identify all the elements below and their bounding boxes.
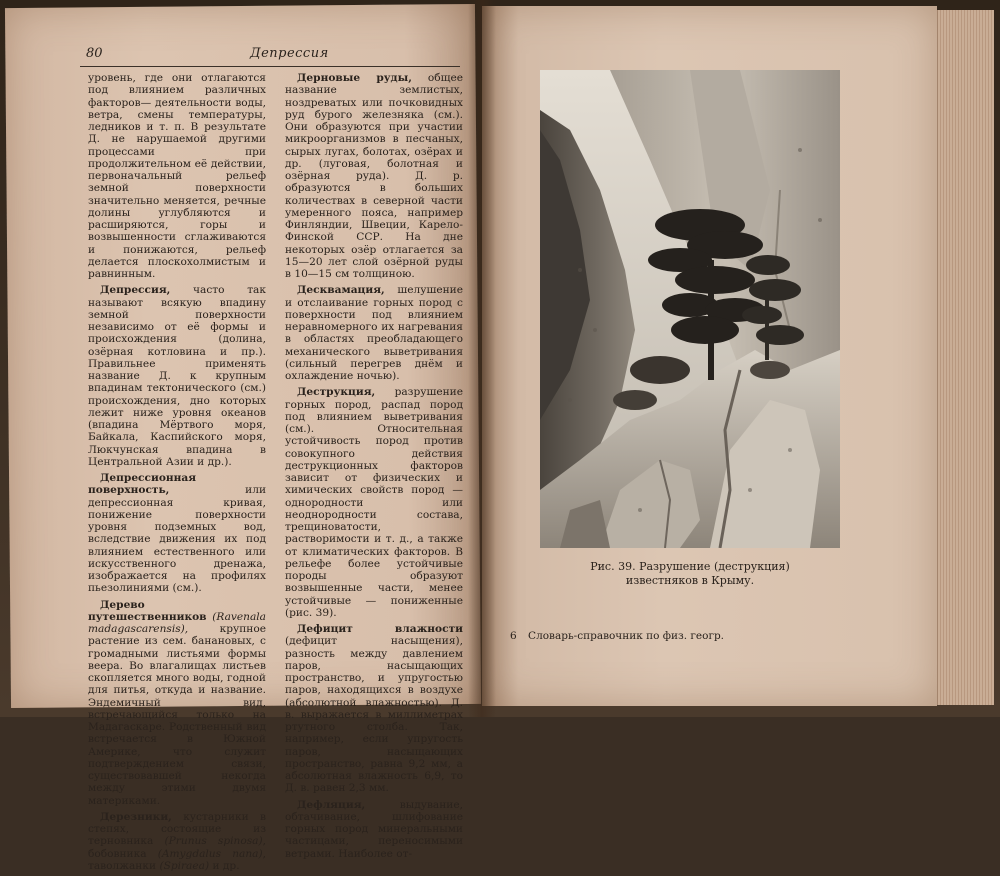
text-column-2 [285,72,463,864]
running-title: Депрессия [250,46,329,61]
entry-dereznik: Дерезники, кустарники в степях, состоящие из терновника (Prunus spinosa), бобовника (Amygdalus nana), таволжанки (Spiraea) и др. [88,810,267,872]
signature-title: Словарь-справочник по физ. геогр. [528,630,725,642]
figure-caption: Рис. 39. Разрушение (деструкция) известняков в Крыму. [590,560,790,587]
entry-continuation: уровень, где они отлагаются под влиянием различных факторов— деятельности воды, ветра, смены температуры, ледников и т. п. В результате Д. не нарушаемой другими процессами при продолжительном её действии, первоначальный рельеф земной поверхности значительно меняется, речные долины углубляются и расширяются, горы и возвышенности сглаживаются и понижаются, рельеф делается плоскохолмистым и равнинным. [88,72,266,280]
page-edges [937,10,994,705]
entry-defitsit-vlazhnosti: Дефицит влажности (дефицит насыщения), разность между давлением паров, насыщающих пространство, и упругостью паров, находящихся в воздухе (абсолютной влажностью). Д. в. выражается в миллиметрах ртутного столба. Так, например, если упругость паров, насыщающих пространство, равна 9,2 мм, а абсолютная влажность 6,9, то Д. в. равен 2,3 мм. [285,623,463,795]
limestone-cliffs-image [540,70,840,548]
text-column-1 [88,72,266,876]
entry-destruktsiya: Деструкция, разрушение горных пород, распад пород под влиянием выветривания (см.). Относительная устойчивость пород против совокупного действия деструкционных факторов зависит от физических и химических свойств пород — однородности или неоднородности состава, трещиноватости, растворимости и т. д., а также от климатических факторов. В рельефе более устойчивые породы образуют возвышенные части, менее устойчивые — пониженные (рис. 39). [285,386,463,619]
figure-39-photo [540,70,840,548]
running-header [80,44,460,67]
page-number: 80 [86,46,103,61]
entry-dernovye-rudy: Дерновые руды, общее название землистых, ноздреватых или почковидных руд бурого железняка (см.). Они образуются при участии микроорганизмов в песчаных, сырых лугах, болотах, озёрах и др. (луговая, болотная и озёрная руда). Д. р. образуются в больших количествах в северной части умеренного пояса, например Финляндии, Швеции, Карело-Финской ССР. На дне некоторых озёр отлагается за 15—20 лет слой озёрной руды в 10—15 см толщиною. [285,72,463,280]
page-signature [510,630,810,642]
entry-deskvamatsiya: Десквамация, шелушение и отслаивание горных пород с поверхности под влиянием неравномерного их нагревания в областях преобладающего механического выветривания (сильный перегрев днём и охлаждение ночью). [285,284,463,382]
entry-deflyatsiya: Дефляция, выдувание, обтачивание, шлифование горных пород минеральными частицами, переносимыми ветрами. Наиболее от- [285,798,463,860]
entry-depressionnaya-poverkhnost: Депрессионная поверхность, или депрессионная кривая, понижение поверхности уровня подземных вод, вследствие движения их под влиянием естественного или искусственного дренажа, изображается на профилях пьезолиниями (см.). [88,472,266,595]
book-spine [468,0,496,717]
entry-derevo-puteshestvennikov: Дерево путешественников (Ravenala madagascarensis), крупное растение из сем. банановых, с громадными листьями формы веера. Во влагалищах листьев скопляется много воды, годной для питья, откуда и название. Эндемичный вид, встречающийся только на Мадагаскаре. Родственный вид встречается в Южной Америке, что служит подтверждением связи, существовавшей некогда между этими двумя материками. [88,598,266,807]
signature-number: 6 [510,630,517,642]
entry-depressiya: Депрессия, часто так называют всякую впадину земной поверхности независимо от её формы и происхождения (долина, озёрная котловина и пр.). Правильнее применять название Д. к крупным впадинам тектонического (см.) происхождения, дно которых лежит ниже уровня океанов (впадина Мёртвого моря, Байкала, Каспийского моря, Люкчунская впадина в Центральной Азии и др.). [88,284,266,468]
